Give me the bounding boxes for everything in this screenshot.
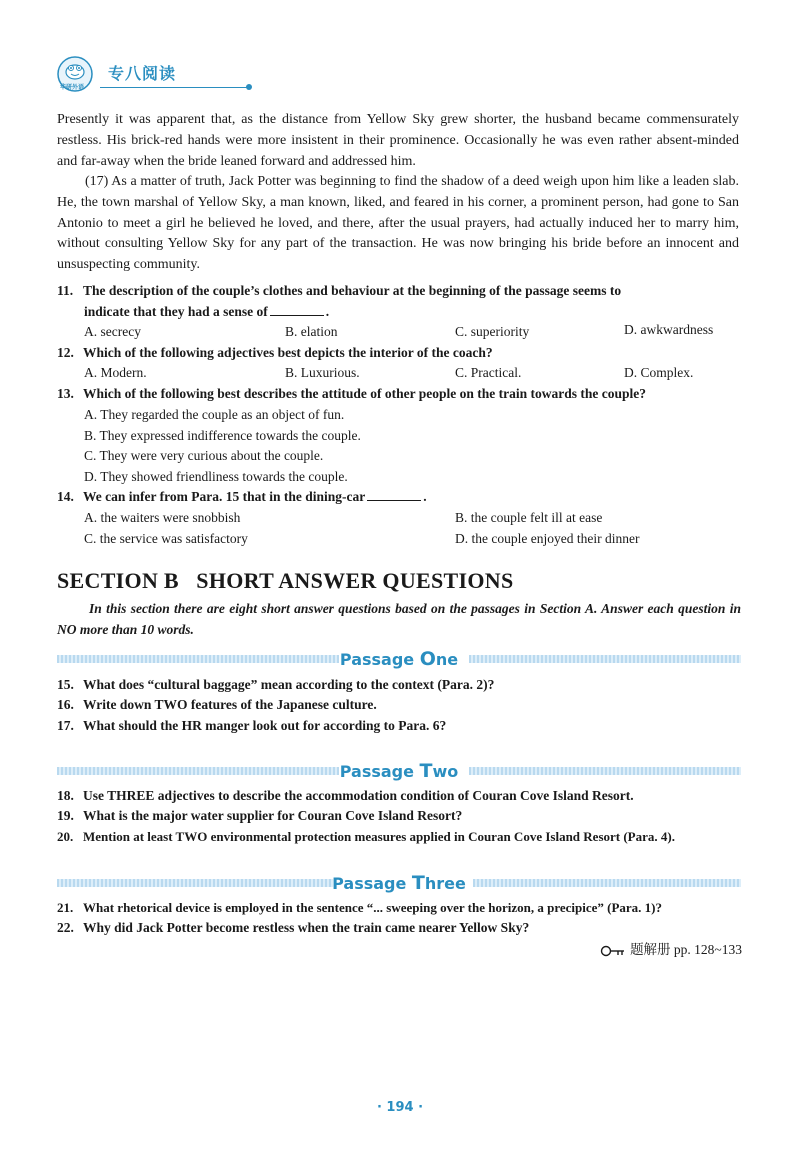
question-20 xyxy=(57,827,743,848)
page-header xyxy=(56,55,216,95)
question-text-continued: indicate that they had a sense of xyxy=(84,304,268,319)
question-text: What does “cultural baggage” mean according to the context (Para. 2)? xyxy=(83,677,495,692)
question-13 xyxy=(57,384,743,405)
answer-reference-text: 题解册 pp. 128~133 xyxy=(630,942,742,957)
question-text: Write down TWO features of the Japanese culture. xyxy=(83,697,377,712)
question-11 xyxy=(57,281,743,302)
passage-three-label xyxy=(57,872,741,895)
question-11-continued xyxy=(84,302,329,322)
question-text: Which of the following adjectives best depicts the interior of the coach? xyxy=(83,345,493,360)
question-number: 21. xyxy=(57,900,74,915)
q12-option-b: B. Luxurious. xyxy=(285,365,360,380)
question-19 xyxy=(57,806,743,827)
header-dot xyxy=(246,84,252,90)
question-text: Use THREE adjectives to describe the accommodation condition of Couran Cove Island Resort. xyxy=(83,788,634,803)
question-14 xyxy=(57,487,743,508)
q13-option-a: A. They regarded the couple as an object of fun. xyxy=(84,407,345,422)
passage-two-banner xyxy=(57,760,741,782)
question-text: The description of the couple’s clothes and behaviour at the beginning of the passage seems to xyxy=(83,283,622,298)
question-text: Mention at least TWO environmental protection measures applied in Couran Cove Island Resort (Para. 4). xyxy=(83,829,675,844)
logo-text: 华研外语 xyxy=(60,84,85,91)
q11-option-a: A. secrecy xyxy=(84,324,141,339)
q12-option-a: A. Modern. xyxy=(84,365,147,380)
passage-paragraph-2: (17) As a matter of truth, Jack Potter was beginning to find the shadow of a deed weigh upon him like a leaden slab. He, the town marshal of Yellow Sky, a man known, liked, and feared in his corner, a prominent person, had gone to San Antonio to meet a girl he believed he loved, and there, after the usual prayers, had actually induced her to marry him, without consulting Yellow Sky for any part of the transaction. He was now bringing his bride before an innocent and unsuspecting community. xyxy=(57,174,739,273)
question-number: 13. xyxy=(57,386,74,401)
label-rest: ne xyxy=(435,650,459,669)
question-text: We can infer from Para. 15 that in the dining-car xyxy=(83,489,366,504)
question-text: What should the HR manger look out for according to Para. 6? xyxy=(83,718,447,733)
question-number: 14. xyxy=(57,489,74,504)
label-word: Passage xyxy=(339,762,420,781)
q11-option-d: D. awkwardness xyxy=(624,322,714,337)
q14-option-c: C. the service was satisfactory xyxy=(84,531,248,546)
question-15 xyxy=(57,675,743,696)
passage-three-banner xyxy=(57,872,741,894)
q12-option-d: D. Complex. xyxy=(624,365,694,380)
question-end-punct: . xyxy=(325,304,330,319)
label-initial: O xyxy=(419,648,436,670)
question-21 xyxy=(57,898,743,919)
question-number: 18. xyxy=(57,788,74,803)
header-title: 专八阅读 xyxy=(108,64,177,83)
answer-blank xyxy=(367,488,421,501)
label-word: Passage xyxy=(339,650,420,669)
question-22 xyxy=(57,918,743,939)
question-text: What is the major water supplier for Couran Cove Island Resort? xyxy=(83,808,463,823)
question-number: 11. xyxy=(57,283,74,298)
q13-option-b: B. They expressed indifference towards the couple. xyxy=(84,428,361,443)
passage-paragraph-1: Presently it was apparent that, as the distance from Yellow Sky grew shorter, the husband became commensurately restless. His brick-red hands were more insistent in their prominence. Occasionally he was even rather absent-minded and far-away when the bride leaned forward and addressed him. xyxy=(57,112,739,169)
section-b-title: SECTION B SHORT ANSWER QUESTIONS xyxy=(57,568,514,593)
question-18 xyxy=(57,786,743,807)
question-number: 20. xyxy=(57,829,74,844)
passage-one-label xyxy=(57,648,741,671)
label-initial: T xyxy=(411,872,425,894)
key-icon xyxy=(600,945,626,957)
q13-option-d: D. They showed friendliness towards the couple. xyxy=(84,469,348,484)
q14-option-a: A. the waiters were snobbish xyxy=(84,510,241,525)
question-text: Why did Jack Potter become restless when the train came nearer Yellow Sky? xyxy=(83,920,530,935)
label-rest: wo xyxy=(432,762,459,781)
question-number: 16. xyxy=(57,697,74,712)
question-12 xyxy=(57,343,743,364)
passage-two-label xyxy=(57,760,741,783)
question-number: 22. xyxy=(57,920,74,935)
q11-option-b: B. elation xyxy=(285,324,338,339)
passage-one-banner xyxy=(57,648,741,670)
question-17 xyxy=(57,716,743,737)
header-underline xyxy=(100,87,250,88)
question-text: Which of the following best describes the attitude of other people on the train towards the couple? xyxy=(83,386,646,401)
label-word: Passage xyxy=(332,874,412,893)
answer-reference xyxy=(600,938,742,958)
question-number: 15. xyxy=(57,677,74,692)
q12-option-c: C. Practical. xyxy=(455,365,522,380)
question-number: 19. xyxy=(57,808,74,823)
question-number: 17. xyxy=(57,718,74,733)
answer-blank xyxy=(270,303,324,316)
label-initial: T xyxy=(419,760,433,782)
section-b-instruction: In this section there are eight short answer questions based on the passages in Section A. Answer each question in NO more than 10 words. xyxy=(57,601,741,637)
question-text: What rhetorical device is employed in the sentence “... sweeping over the horizon, a precipice” (Para. 1)? xyxy=(83,900,663,915)
label-rest: hree xyxy=(424,874,466,893)
question-number: 12. xyxy=(57,345,74,360)
question-16 xyxy=(57,695,743,716)
question-end-punct: . xyxy=(423,489,427,504)
q14-option-b: B. the couple felt ill at ease xyxy=(455,510,603,525)
q11-option-c: C. superiority xyxy=(455,324,530,339)
q13-option-c: C. They were very curious about the couple. xyxy=(84,448,324,463)
q14-option-d: D. the couple enjoyed their dinner xyxy=(455,531,640,546)
page-number: · 194 · xyxy=(376,1100,424,1115)
